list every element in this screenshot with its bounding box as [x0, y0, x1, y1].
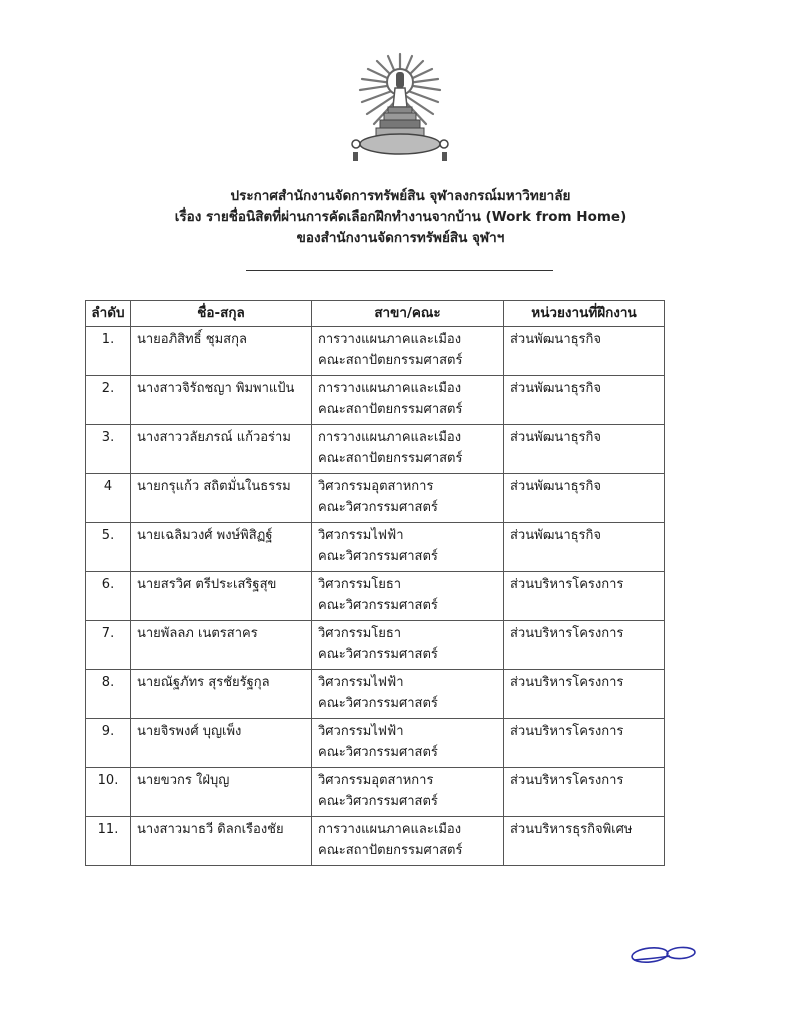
- row-number: 11.: [86, 817, 131, 866]
- faculty: คณะวิศวกรรมศาสตร์: [318, 647, 438, 662]
- faculty: คณะสถาปัตยกรรมศาสตร์: [318, 353, 463, 368]
- major-faculty-cell: [312, 817, 504, 866]
- student-name: นายกรุแก้ว สถิตมั่นในธรรม: [131, 474, 312, 523]
- student-name: นายสรวิศ ตรีประเสริฐสุข: [131, 572, 312, 621]
- major: วิศวกรรมโยธา: [318, 577, 402, 592]
- row-number: 9.: [86, 719, 131, 768]
- major-faculty-cell: [312, 719, 504, 768]
- training-unit: ส่วนบริหารโครงการ: [504, 621, 665, 670]
- university-emblem: [340, 52, 460, 170]
- major: การวางแผนภาคและเมือง: [318, 822, 462, 837]
- row-number: 4: [86, 474, 131, 523]
- major: วิศวกรรมอุตสาหการ: [318, 773, 434, 788]
- training-unit: ส่วนบริหารโครงการ: [504, 670, 665, 719]
- table-row: [86, 572, 665, 621]
- training-unit: ส่วนบริหารโครงการ: [504, 719, 665, 768]
- major: วิศวกรรมโยธา: [318, 626, 402, 641]
- signature: [628, 942, 698, 966]
- table-row: [86, 670, 665, 719]
- training-unit: ส่วนบริหารโครงการ: [504, 768, 665, 817]
- student-name: นายจิรพงศ์ บุญเพ็ง: [131, 719, 312, 768]
- major-faculty-cell: [312, 768, 504, 817]
- major-faculty-cell: [312, 376, 504, 425]
- table-row: [86, 719, 665, 768]
- major-faculty-cell: [312, 621, 504, 670]
- faculty: คณะวิศวกรรมศาสตร์: [318, 794, 438, 809]
- major-faculty-cell: [312, 425, 504, 474]
- student-name: นายณัฐภัทร สุรชัยรัฐกุล: [131, 670, 312, 719]
- training-unit: ส่วนบริหารธุรกิจพิเศษ: [504, 817, 665, 866]
- major: วิศวกรรมไฟฟ้า: [318, 724, 404, 739]
- title-divider: [246, 270, 553, 271]
- row-number: 7.: [86, 621, 131, 670]
- major: การวางแผนภาคและเมือง: [318, 332, 462, 347]
- faculty: คณะสถาปัตยกรรมศาสตร์: [318, 451, 463, 466]
- table-row: [86, 474, 665, 523]
- major: วิศวกรรมไฟฟ้า: [318, 675, 404, 690]
- row-number: 10.: [86, 768, 131, 817]
- major: การวางแผนภาคและเมือง: [318, 430, 462, 445]
- title-line-2: เรื่อง รายชื่อนิสิตที่ผ่านการคัดเลือกฝึกทำงานจากบ้าน (Work from Home): [174, 209, 627, 225]
- document-title: [0, 186, 801, 249]
- row-number: 5.: [86, 523, 131, 572]
- student-list-table: [85, 300, 665, 866]
- major: วิศวกรรมไฟฟ้า: [318, 528, 404, 543]
- table-row: [86, 327, 665, 376]
- faculty: คณะสถาปัตยกรรมศาสตร์: [318, 402, 463, 417]
- student-name: นางสาววลัยภรณ์ แก้วอร่าม: [131, 425, 312, 474]
- faculty: คณะสถาปัตยกรรมศาสตร์: [318, 843, 463, 858]
- major-faculty-cell: [312, 572, 504, 621]
- student-name: นายขวกร ใฝ่บุญ: [131, 768, 312, 817]
- faculty: คณะวิศวกรรมศาสตร์: [318, 500, 438, 515]
- major: การวางแผนภาคและเมือง: [318, 381, 462, 396]
- row-number: 1.: [86, 327, 131, 376]
- row-number: 6.: [86, 572, 131, 621]
- row-number: 8.: [86, 670, 131, 719]
- faculty: คณะวิศวกรรมศาสตร์: [318, 598, 438, 613]
- column-header-unit: หน่วยงานที่ฝึกงาน: [504, 301, 665, 327]
- column-header-major-faculty: สาขา/คณะ: [312, 301, 504, 327]
- major-faculty-cell: [312, 523, 504, 572]
- table-row: [86, 768, 665, 817]
- title-line-1: ประกาศสำนักงานจัดการทรัพย์สิน จุฬาลงกรณ์มหาวิทยาลัย: [230, 188, 571, 204]
- student-name: นางสาวจิรัถชญา พิมพาแป้น: [131, 376, 312, 425]
- table-row: [86, 523, 665, 572]
- student-name: นายเฉลิมวงศ์ พงษ์พิสิฏฐ์: [131, 523, 312, 572]
- column-header-order: ลำดับ: [86, 301, 131, 327]
- student-name: นายอภิสิทธิ์ ชุมสกุล: [131, 327, 312, 376]
- table-row: [86, 376, 665, 425]
- row-number: 3.: [86, 425, 131, 474]
- major-faculty-cell: [312, 670, 504, 719]
- training-unit: ส่วนพัฒนาธุรกิจ: [504, 376, 665, 425]
- table-row: [86, 621, 665, 670]
- training-unit: ส่วนบริหารโครงการ: [504, 572, 665, 621]
- table-row: [86, 817, 665, 866]
- student-name: นางสาวมาธวี ดิลกเรืองชัย: [131, 817, 312, 866]
- training-unit: ส่วนพัฒนาธุรกิจ: [504, 425, 665, 474]
- major-faculty-cell: [312, 327, 504, 376]
- faculty: คณะวิศวกรรมศาสตร์: [318, 696, 438, 711]
- table-header-row: [86, 301, 665, 327]
- training-unit: ส่วนพัฒนาธุรกิจ: [504, 327, 665, 376]
- major-faculty-cell: [312, 474, 504, 523]
- training-unit: ส่วนพัฒนาธุรกิจ: [504, 523, 665, 572]
- faculty: คณะวิศวกรรมศาสตร์: [318, 549, 438, 564]
- column-header-name: ชื่อ-สกุล: [131, 301, 312, 327]
- title-line-3: ของสำนักงานจัดการทรัพย์สิน จุฬาฯ: [296, 230, 505, 246]
- signature-icon: [628, 942, 698, 966]
- emblem-icon: [340, 52, 460, 170]
- student-name: นายพัลลภ เนตรสาคร: [131, 621, 312, 670]
- table-row: [86, 425, 665, 474]
- faculty: คณะวิศวกรรมศาสตร์: [318, 745, 438, 760]
- training-unit: ส่วนพัฒนาธุรกิจ: [504, 474, 665, 523]
- row-number: 2.: [86, 376, 131, 425]
- major: วิศวกรรมอุตสาหการ: [318, 479, 434, 494]
